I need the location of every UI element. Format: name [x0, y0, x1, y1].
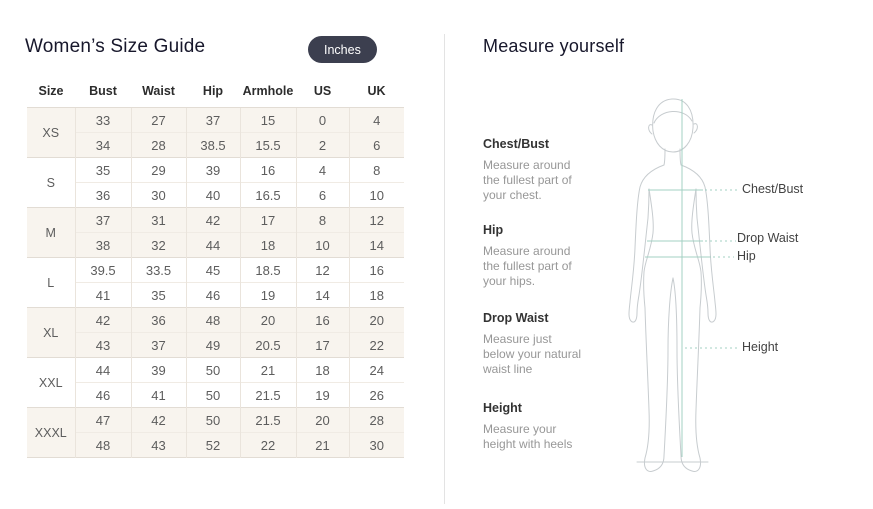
size-table-cell: 41	[75, 283, 131, 308]
size-table-cell: 45	[186, 258, 240, 283]
size-table-cell: 42	[75, 308, 131, 333]
size-table-cell: 17	[240, 208, 296, 233]
size-table-cell: 28	[131, 133, 186, 158]
table-header-row	[27, 80, 404, 108]
instruction-height	[483, 401, 591, 452]
size-table-cell: 21.5	[240, 408, 296, 433]
size-table-cell: 14	[349, 233, 404, 258]
size-table-cell: 42	[186, 208, 240, 233]
size-table-cell: 12	[296, 258, 349, 283]
size-table-cell: 6	[349, 133, 404, 158]
table-row	[27, 208, 404, 233]
size-table-cell: 27	[131, 108, 186, 133]
column-header-armhole: Armhole	[242, 84, 294, 98]
measure-label: Height	[483, 401, 522, 415]
instruction-drop-waist	[483, 311, 583, 377]
size-table-cell: 20.5	[240, 333, 296, 358]
size-table-cell: 20	[296, 408, 349, 433]
size-table-cell: 18.5	[240, 258, 296, 283]
size-label: M	[27, 208, 75, 258]
size-table-cell: 16	[296, 308, 349, 333]
measure-description: Measure around the fullest part of your chest.	[483, 158, 572, 202]
size-table-cell: 46	[186, 283, 240, 308]
size-table	[27, 80, 404, 458]
column-header-hip: Hip	[202, 84, 224, 98]
table-row	[27, 358, 404, 383]
size-table-cell: 50	[186, 408, 240, 433]
size-label: L	[27, 258, 75, 308]
size-table-cell: 37	[186, 108, 240, 133]
size-label: S	[27, 158, 75, 208]
size-table-cell: 39.5	[75, 258, 131, 283]
size-table-cell: 47	[75, 408, 131, 433]
size-table-cell: 21	[240, 358, 296, 383]
size-table-cell: 33	[75, 108, 131, 133]
table-row	[27, 383, 404, 408]
size-label: XXL	[27, 358, 75, 408]
table-row	[27, 258, 404, 283]
size-table-cell: 18	[296, 358, 349, 383]
column-header-uk: UK	[367, 84, 386, 98]
table-row	[27, 433, 404, 458]
size-table-cell: 35	[131, 283, 186, 308]
size-table-cell: 21.5	[240, 383, 296, 408]
size-table-cell: 15	[240, 108, 296, 133]
size-table-cell: 21	[296, 433, 349, 458]
figure-label-drop-waist: Drop Waist	[737, 231, 799, 245]
table-row	[27, 183, 404, 208]
size-table-cell: 31	[131, 208, 186, 233]
table-row	[27, 108, 404, 133]
size-table-cell: 40	[186, 183, 240, 208]
table-row	[27, 158, 404, 183]
size-table-cell: 42	[131, 408, 186, 433]
size-table-cell: 29	[131, 158, 186, 183]
column-header-waist: Waist	[142, 84, 175, 98]
size-table-cell: 43	[131, 433, 186, 458]
size-table-cell: 30	[131, 183, 186, 208]
size-table-cell: 49	[186, 333, 240, 358]
size-table-cell: 44	[75, 358, 131, 383]
size-table-cell: 26	[349, 383, 404, 408]
column-header-bust: Bust	[89, 84, 117, 98]
size-table-cell: 16	[349, 258, 404, 283]
size-table-cell: 8	[296, 208, 349, 233]
size-table-cell: 24	[349, 358, 404, 383]
table-row	[27, 308, 404, 333]
size-table-cell: 36	[75, 183, 131, 208]
size-table-cell: 22	[349, 333, 404, 358]
measure-label: Drop Waist	[483, 311, 549, 325]
size-table-cell: 50	[186, 383, 240, 408]
size-table-cell: 2	[296, 133, 349, 158]
size-table-cell: 36	[131, 308, 186, 333]
table-row	[27, 408, 404, 433]
body-figure-illustration	[610, 80, 760, 490]
figure-label-height: Height	[742, 340, 779, 354]
size-label: XL	[27, 308, 75, 358]
table-row	[27, 283, 404, 308]
column-header-us: US	[313, 84, 332, 98]
size-table-cell: 39	[131, 358, 186, 383]
size-table-cell: 34	[75, 133, 131, 158]
size-table-cell: 37	[75, 208, 131, 233]
measure-label: Chest/Bust	[483, 137, 549, 151]
size-table-cell: 48	[75, 433, 131, 458]
size-table-cell: 6	[296, 183, 349, 208]
size-table-cell: 37	[131, 333, 186, 358]
size-table-cell: 15.5	[240, 133, 296, 158]
size-table-cell: 38	[75, 233, 131, 258]
size-table-cell: 10	[349, 183, 404, 208]
measure-title: Measure yourself	[483, 36, 625, 56]
size-table-cell: 35	[75, 158, 131, 183]
size-table-cell: 32	[131, 233, 186, 258]
size-table-cell: 33.5	[131, 258, 186, 283]
size-table-cell: 4	[349, 108, 404, 133]
size-table-cell: 19	[296, 383, 349, 408]
table-row	[27, 133, 404, 158]
size-table-cell: 39	[186, 158, 240, 183]
size-table-cell: 4	[296, 158, 349, 183]
measure-description: Measure just below your natural waist line	[483, 332, 582, 376]
size-table-cell: 10	[296, 233, 349, 258]
size-table-cell: 20	[349, 308, 404, 333]
measure-description: Measure your height with heels	[483, 422, 573, 451]
size-table-cell: 38.5	[186, 133, 240, 158]
size-table-cell: 22	[240, 433, 296, 458]
vertical-divider	[444, 34, 445, 504]
size-table-cell: 18	[240, 233, 296, 258]
column-header-size: Size	[38, 84, 64, 98]
measure-label: Hip	[483, 223, 504, 237]
size-table-cell: 52	[186, 433, 240, 458]
table-row	[27, 333, 404, 358]
measure-description: Measure around the fullest part of your hips.	[483, 244, 572, 288]
figure-label-chest: Chest/Bust	[742, 182, 804, 196]
page-title: Women’s Size Guide	[25, 36, 206, 57]
size-table-cell: 41	[131, 383, 186, 408]
size-table-cell: 18	[349, 283, 404, 308]
size-table-cell: 50	[186, 358, 240, 383]
size-table-cell: 44	[186, 233, 240, 258]
size-table-cell: 20	[240, 308, 296, 333]
unit-toggle-button[interactable]: Inches	[308, 36, 377, 63]
size-table-cell: 19	[240, 283, 296, 308]
size-label: XXXL	[27, 408, 75, 458]
figure-label-hip: Hip	[737, 249, 756, 263]
size-label: XS	[27, 108, 75, 158]
size-table-cell: 30	[349, 433, 404, 458]
size-table-body	[27, 108, 404, 458]
table-row	[27, 233, 404, 258]
size-table-cell: 48	[186, 308, 240, 333]
size-table-cell: 17	[296, 333, 349, 358]
instruction-chest	[483, 137, 578, 203]
size-table-cell: 0	[296, 108, 349, 133]
instruction-hip	[483, 223, 578, 289]
size-table-cell: 14	[296, 283, 349, 308]
size-table-cell: 12	[349, 208, 404, 233]
size-table-cell: 43	[75, 333, 131, 358]
size-table-cell: 28	[349, 408, 404, 433]
size-table-cell: 8	[349, 158, 404, 183]
size-table-cell: 16	[240, 158, 296, 183]
size-table-cell: 16.5	[240, 183, 296, 208]
size-table-cell: 46	[75, 383, 131, 408]
